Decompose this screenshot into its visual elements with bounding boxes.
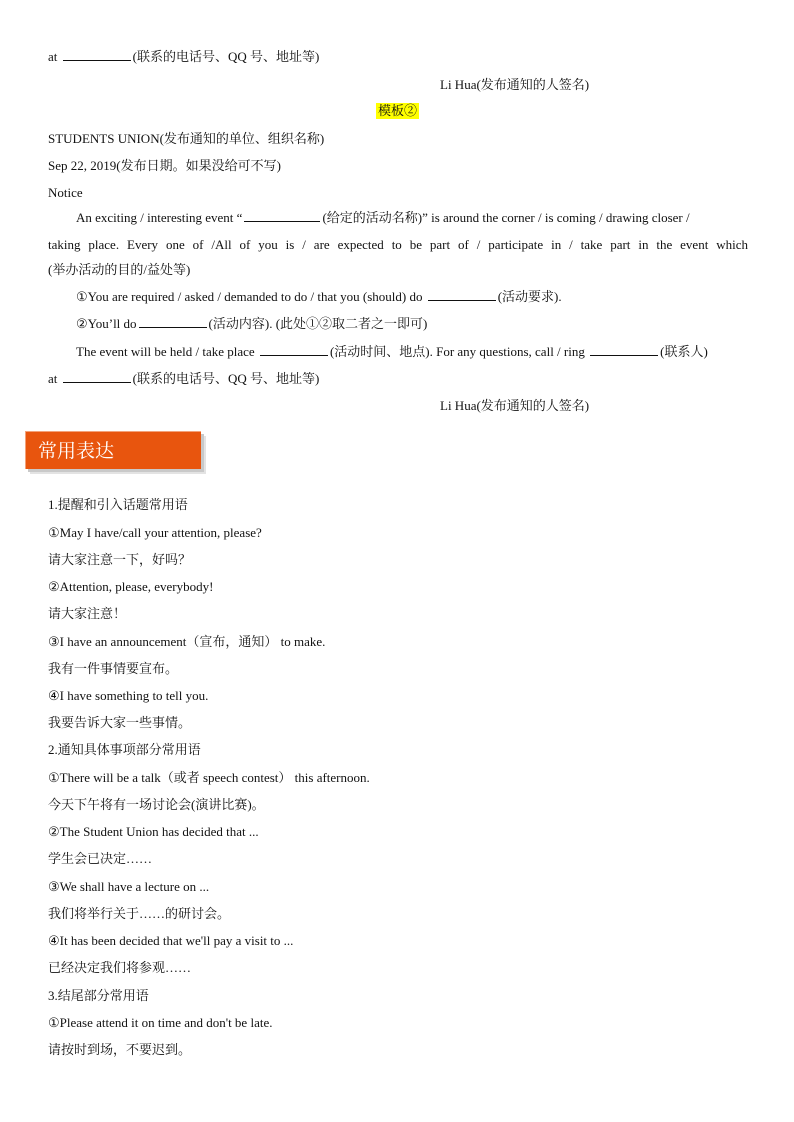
expression-line: 请按时到场，不要迟到。 [48, 1042, 192, 1057]
expression-line: 请大家注意！ [48, 606, 127, 621]
expression-line: ①Please attend it on time and don't be late. [48, 1015, 273, 1030]
expression-line: 我要告诉大家一些事情。 [48, 715, 192, 730]
template-contact-line [48, 371, 319, 387]
template-contact-hint: (联系的电话号、QQ 号、地址等) [132, 371, 320, 386]
top-contact-line [48, 49, 319, 65]
expression-line: 3.结尾部分常用语 [48, 988, 149, 1003]
template-2-label: 模板② [378, 103, 418, 118]
template-signature: Li Hua(发布通知的人签名) [440, 398, 590, 413]
option-1-hint: (活动要求). [497, 289, 562, 304]
requirement-blank [428, 289, 496, 301]
top-contact-blank [63, 49, 131, 61]
held-text-c: (联系人) [660, 344, 708, 359]
expression-line: ③We shall have a lecture on ... [48, 879, 210, 894]
contact-person-blank [590, 344, 658, 356]
option-1-text: ①You are required / asked / demanded to do / that you (should) do [76, 289, 423, 304]
expression-line: 我们将举行关于……的研讨会。 [48, 906, 231, 921]
expression-line: ①May I have/call your attention, please? [48, 525, 262, 540]
option-2-text: ②You’ll do [76, 316, 137, 331]
para1-part-b: (给定的活动名称)” is around the corner / is coming / drawing closer / [322, 210, 690, 225]
template-para1-line1 [76, 210, 690, 226]
top-contact-hint: (联系的电话号、QQ 号、地址等) [132, 49, 320, 64]
expression-line: 今天下午将有一场讨论会(演讲比赛)。 [48, 797, 265, 812]
expression-line: ①There will be a talk（或者 speech contest） this afternoon. [48, 770, 370, 785]
top-signature: Li Hua(发布通知的人签名) [440, 77, 590, 92]
template-option-2 [76, 316, 427, 332]
template-held-line [76, 344, 708, 360]
time-place-blank [260, 344, 328, 356]
top-at-text: at [48, 49, 58, 64]
template-date: Sep 22, 2019(发布日期。如果没给可不写) [48, 158, 281, 173]
held-text-b: (活动时间、地点). For any questions, call / ring [329, 344, 585, 359]
para1-part-a: An exciting / interesting event “ [76, 210, 243, 225]
content-blank [139, 316, 207, 328]
expression-line: 1.提醒和引入话题常用语 [48, 497, 188, 512]
expression-line: ②Attention, please, everybody! [48, 579, 214, 594]
template-para1-line3: (举办活动的目的/益处等) [48, 262, 191, 277]
expression-line: ③I have an announcement（宣布，通知） to make. [48, 634, 326, 649]
expression-line: ④I have something to tell you. [48, 688, 209, 703]
template-contact-blank [63, 371, 131, 383]
held-text-a: The event will be held / take place [76, 344, 255, 359]
section-title-common-expressions: 常用表达 [25, 431, 201, 469]
event-name-blank [244, 210, 320, 222]
expression-line: 请大家注意一下，好吗？ [48, 552, 192, 567]
expression-line: ②The Student Union has decided that ... [48, 824, 259, 839]
expression-line: ④It has been decided that we'll pay a visit to ... [48, 933, 294, 948]
template-org: STUDENTS UNION(发布通知的单位、组织名称) [48, 131, 325, 146]
expression-line: 2.通知具体事项部分常用语 [48, 742, 201, 757]
expression-line: 已经决定我们将参观…… [48, 960, 192, 975]
option-2-hint: (活动内容). (此处①②取二者之一即可) [208, 316, 428, 331]
expression-line: 学生会已决定…… [48, 851, 153, 866]
template-at-text: at [48, 371, 58, 386]
template-option-1 [76, 289, 562, 305]
expression-line: 我有一件事情要宣布。 [48, 661, 179, 676]
template-para1-line2: taking place. Every one of /All of you is / are expected to be part of / participate in / take part in the event which [48, 237, 748, 252]
template-heading: Notice [48, 185, 83, 200]
